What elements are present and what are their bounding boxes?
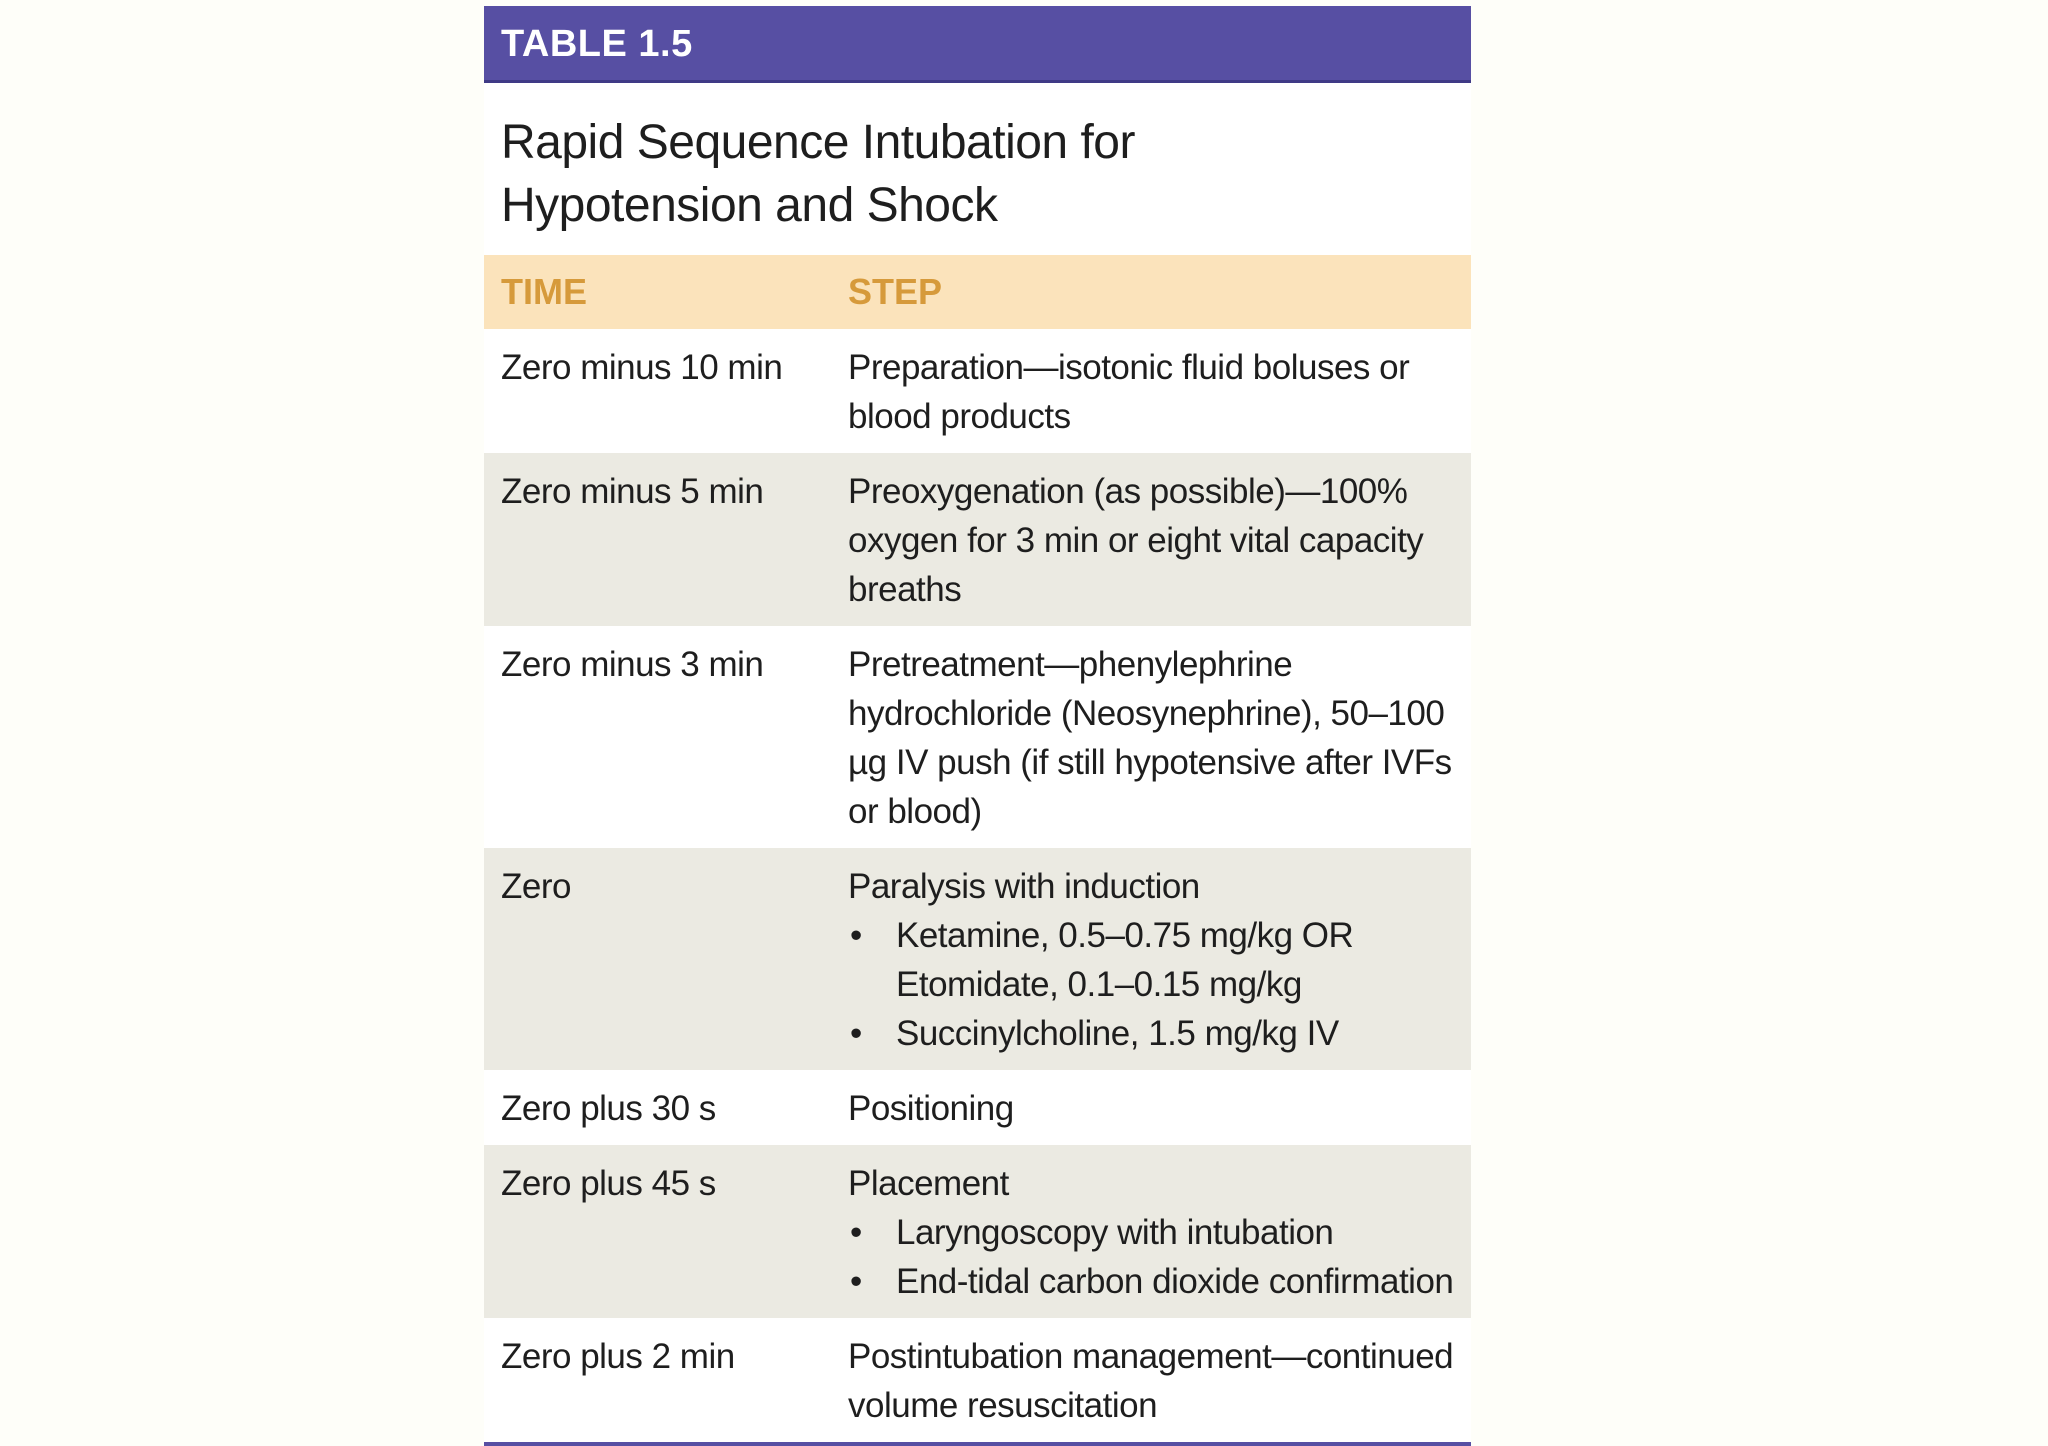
step-cell [831, 1145, 1471, 1318]
time-cell: Zero minus 3 min [501, 645, 764, 684]
step-text: Pretreatment—phenylephrine hydrochloride (Neosynephrine), 50–100 µg IV push (if still hypotensive after IVFs or blood) [848, 645, 1452, 831]
table-label: TABLE 1.5 [501, 23, 693, 65]
table-row [484, 1318, 1471, 1442]
step-bullet-list [848, 911, 1461, 1058]
step-cell [831, 1318, 1471, 1442]
table-row [484, 1145, 1471, 1318]
step-cell [831, 1070, 1471, 1145]
step-text: Postintubation management—continued volume resuscitation [848, 1337, 1454, 1425]
step-bullet-item: • Ketamine, 0.5–0.75 mg/kg OR Etomidate, 0.1–0.15 mg/kg [848, 911, 1461, 1009]
step-text: Placement [848, 1164, 1009, 1203]
rsi-table [484, 255, 1471, 1442]
step-cell [831, 626, 1471, 848]
step-cell [831, 329, 1471, 453]
step-bullet-item: • Succinylcholine, 1.5 mg/kg IV [848, 1009, 1461, 1058]
header-step: STEP [848, 271, 943, 312]
time-cell: Zero minus 10 min [501, 348, 783, 387]
table-row [484, 453, 1471, 626]
table-label-bar [484, 6, 1471, 83]
step-text: Preparation—isotonic fluid boluses or blood products [848, 348, 1410, 436]
step-text: Paralysis with induction [848, 867, 1200, 906]
header-time: TIME [501, 271, 587, 312]
table-title-block [484, 83, 1471, 255]
table-row [484, 329, 1471, 453]
table-row [484, 626, 1471, 848]
step-cell [831, 848, 1471, 1070]
step-text: Positioning [848, 1089, 1014, 1128]
step-bullet-list [848, 1208, 1461, 1306]
step-text: Preoxygenation (as possible)—100% oxygen for 3 min or eight vital capacity breaths [848, 472, 1424, 609]
table-header [484, 255, 1471, 329]
time-cell: Zero plus 45 s [501, 1164, 716, 1203]
time-cell: Zero plus 2 min [501, 1337, 735, 1376]
table-bottom-rule [484, 1442, 1471, 1446]
time-cell: Zero plus 30 s [501, 1089, 716, 1128]
step-bullet-item: • End-tidal carbon dioxide confirmation [848, 1257, 1461, 1306]
step-cell [831, 453, 1471, 626]
table-title: Rapid Sequence Intubation for Hypotension and Shock [501, 116, 1135, 232]
table-row [484, 1070, 1471, 1145]
time-cell: Zero minus 5 min [501, 472, 764, 511]
header-row [484, 255, 1471, 329]
table-body [484, 329, 1471, 1442]
table-row [484, 848, 1471, 1070]
step-bullet-item: • Laryngoscopy with intubation [848, 1208, 1461, 1257]
time-cell: Zero [501, 867, 571, 906]
table-card [484, 6, 1471, 1446]
